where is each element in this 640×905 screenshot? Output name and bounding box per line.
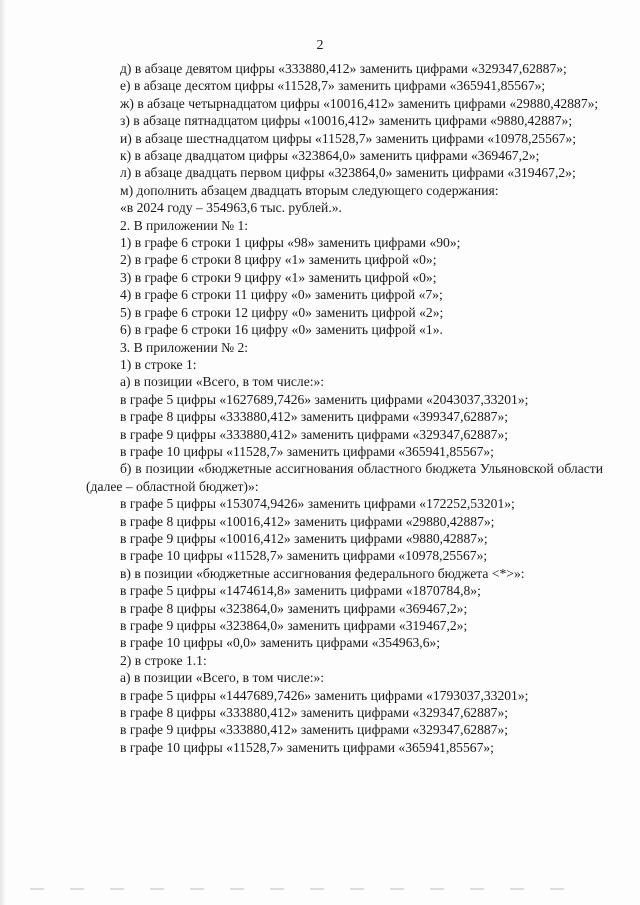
paragraph: 2) в строке 1.1: [120,652,207,668]
scan-artifact [30,888,590,890]
paragraph: в графе 10 цифры «11528,7» заменить цифрами «365941,85567»; [120,739,494,755]
paragraph: в графе 5 цифры «1447689,7426» заменить цифрами «1793037,33201»; [120,687,529,703]
paragraph: в графе 8 цифры «323864,0» заменить цифрами «369467,2»; [120,600,468,616]
paragraph: м) дополнить абзацем двадцать вторым следующего содержания: [120,182,499,198]
scan-edge-shadow [0,0,6,905]
paragraph: 4) в графе 6 строки 11 цифру «0» заменить цифрой «7»; [120,287,443,303]
paragraph: и) в абзаце шестнадцатом цифры «11528,7» заменить цифрами «10978,25567»; [120,130,577,146]
paragraph: к) в абзаце двадцатом цифры «323864,0» заменить цифрами «369467,2»; [120,148,540,164]
paragraph: ж) в абзаце четырнадцатом цифры «10016,412» заменить цифрами «29880,42887»; [120,95,599,111]
paragraph: в графе 8 цифры «333880,412» заменить цифрами «329347,62887»; [120,705,509,721]
paragraph: в графе 10 цифры «11528,7» заменить цифрами «10978,25567»; [120,548,488,564]
paragraph: з) в абзаце пятнадцатом цифры «10016,412» заменить цифрами «9880,42887»; [120,113,573,129]
paragraph: в графе 9 цифры «10016,412» заменить цифрами «9880,42887»; [120,530,488,546]
paragraph: в графе 5 цифры «1627689,7426» заменить цифрами «2043037,33201»; [120,391,529,407]
paragraph: в графе 8 цифры «10016,412» заменить цифрами «29880,42887»; [120,513,495,529]
paragraph: в графе 8 цифры «333880,412» заменить цифрами «399347,62887»; [120,409,509,425]
page-number: 2 [316,38,324,53]
paragraph: 6) в графе 6 строки 16 цифру «0» заменить цифрой «1». [120,322,443,338]
paragraph: в графе 5 цифры «1474614,8» заменить цифрами «1870784,8»; [120,583,481,599]
paragraph: «в 2024 году – 354963,6 тыс. рублей.». [120,200,342,216]
paragraph: в графе 9 цифры «333880,412» заменить цифрами «329347,62887»; [120,722,509,738]
paragraph: в графе 5 цифры «153074,9426» заменить цифрами «172252,53201»; [120,496,515,512]
paragraph: в графе 10 цифры «11528,7» заменить цифрами «365941,85567»; [120,443,494,459]
paragraph: 3) в графе 6 строки 9 цифру «1» заменить цифрой «0»; [120,269,437,285]
paragraph: в графе 10 цифры «0,0» заменить цифрами «354963,6»; [120,635,441,651]
paragraph: 5) в графе 6 строки 12 цифру «0» заменить цифрой «2»; [120,304,444,320]
paragraph: д) в абзаце девятом цифры «333880,412» заменить цифрами «329347,62887»; [120,61,567,76]
document-body [86,60,603,756]
paragraph: 2. В приложении № 1: [120,217,249,233]
paragraph: в) в позиции «бюджетные ассигнования федерального бюджета <*>»: [120,565,525,581]
paragraph: е) в абзаце десятом цифры «11528,7» заменить цифрами «365941,85567»; [120,78,546,94]
paragraph: 1) в строке 1: [120,356,197,372]
paragraph: л) в абзаце двадцать первом цифры «323864,0» заменить цифрами «319467,2»; [120,165,576,181]
paragraph: в графе 9 цифры «333880,412» заменить цифрами «329347,62887»; [120,426,509,442]
paragraph: а) в позиции «Всего, в том числе:»: [120,374,325,390]
paragraph: в графе 9 цифры «323864,0» заменить цифрами «319467,2»; [120,618,468,633]
paragraph: 2) в графе 6 строки 8 цифру «1» заменить цифрой «0»; [120,252,437,268]
paragraph: а) в позиции «Всего, в том числе:»: [120,670,325,686]
paragraph: 1) в графе 6 строки 1 цифры «98» заменить цифрами «90»; [120,235,461,251]
paragraph: б) в позиции «бюджетные ассигнования областного бюджета Ульяновской области (далее – областной бюджет)»: [86,461,603,494]
paragraph: 3. В приложении № 2: [120,339,249,355]
